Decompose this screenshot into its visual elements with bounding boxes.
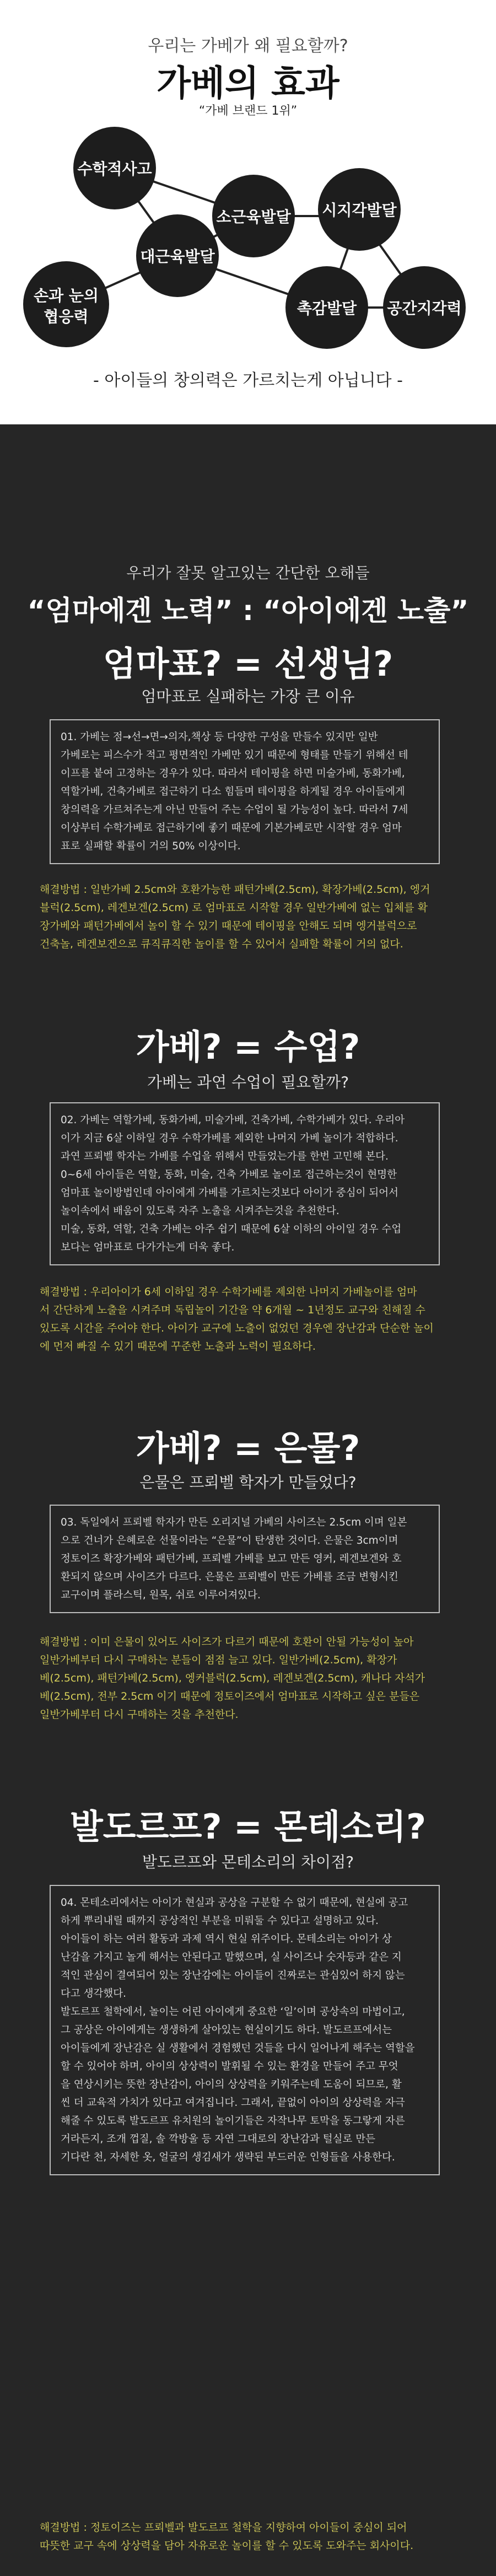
label-coordination-2: 협응력	[44, 308, 89, 326]
label-spatial: 공간지각력	[387, 299, 462, 317]
section4-box: 04. 몬테소리에서는 아이가 현실과 공상을 구분할 수 없기 때문에, 현실에 공고 하게 뿌리내릴 때까지 공상적인 부분을 미뤄둘 수 있다고 설명하고 있다. 아이들이 하는 여러 활동과 과제 역시 현실 위주이다. 몬테소리는 아이가 상 난감을 가지고 놀게 해서는 안된다고 말했으며, 실 사이즈나 숫자등과 같은 지 적인 관심이 결여되어 있는 장난감에는 아이들이 진짜로는 관심있어 하지 않는 다고 생각했다. 발도르프 철학에서, 놀이는 어린 아이에게 중요한 ‘일’이며 공상속의 마법이고, 그 공상은 아이에게는 생생하게 살아있는 현실이기도 하다. 발도르프에서는 아이들에게 장난감은 실 생활에서 경험했던 것들을 다시 일어나게 해주는 역할을 할 수 있어야 하며, 아이의 상상력이 발휘될 수 있는 환경을 만들어 주고 무엇 을 연상시키는 뜻한 장난감이, 아이의 상상력을 키워주는데 도움이 되므로, 활 씬 더 교육적 가치가 있다고 여겨집니다. 그래서, 끝없이 아이의 상상력을 자극 해줄 수 있도록 발도르프 유치원의 놀이기들은 자작나무 토막을 동그랗게 자른 거라든지, 조개 껍질, 솔 깍방울 등 자연 그대로의 장난감과 털실로 만든 기다란 천, 자세한 옷, 얼굴의 생김새가 생략된 부드러운 인형들을 사용한다.	[50, 1885, 440, 2175]
section3-subtitle: 은물은 프뢰벨 학자가 만들었다?	[139, 1473, 357, 1491]
label-fine-motor: 소근육발달	[216, 208, 291, 226]
section2-solution: 해결방법 : 우리아이가 6세 이하일 경우 수학가베를 제외한 나머지 가베놀이를 엄마 서 간단하게 노출을 시켜주며 독립놀이 기간을 약 6개월 ~ 1년정도 교구와 친해질 수 있도록 시간을 주어야 한다. 아이가 교구에 노출이 없었던 경우엔 장난감과 단순한 놀이 에 먼저 빠질 수 있기 때문에 꾸준한 노출과 노력이 필요하다.	[40, 1286, 434, 1352]
label-math: 수학적사고	[77, 160, 152, 178]
label-gross-motor: 대근육발달	[140, 247, 215, 266]
section1-solution: 해결방법 : 일반가베 2.5cm와 호환가능한 패턴가베(2.5cm), 확장가베(2.5cm), 엥거 블럭(2.5cm), 레겐보겐(2.5cm) 로 엄마표로 시작할 경우 일반가베에 없는 입체를 확 장가베와 패턴가베에서 놀이 할 수 있기 때문에 테이핑을 안해도 되며 엥거블럭으로 건축놀, 레겐보겐으로 큐직큐직한 놀이를 할 수 있어서 실패할 확률이 거의 없다.	[40, 883, 430, 950]
intro-line2: “엄마에겐 노력” : “아이에겐 노출”	[27, 595, 469, 627]
section3-box: 03. 독일에서 프뢰벨 학자가 만든 오리지널 가베의 사이즈는 2.5cm 이며 일본 으로 건너가 은혜로운 선물이라는 “은물”이 탄생한 것이다. 은물은 3cm이며 정토이즈 확장가베와 패턴가베, 프뢰벨 가베를 보고 만든 영커, 레겐보겐와 호 환되지 않으며 사이즈가 다르다. 은물은 프뢰벨이 만든 가베를 조금 변형시킨 교구이며 플라스틱, 원목, 쉬로 이루어져있다.	[50, 1505, 440, 1613]
hero-title: 가베의 효과	[157, 63, 339, 104]
section3-solution: 해결방법 : 이미 은물이 있어도 사이즈가 다르기 때문에 호환이 안될 가능성이 높아 일반가베부터 다시 구매하는 분들이 점점 늘고 있다. 일반가베(2.5cm), 확장가 베(2.5cm), 패턴가베(2.5cm), 엥커블럭(2.5cm), 레겐보겐(2.5cm), 캐나다 자석가 베(2.5cm), 전부 2.5cm 이기 때문에 정토이즈에서 엄마표로 시작하고 싶은 분들은 일반가베부터 다시 구매하는 것을 추천한다.	[40, 1636, 425, 1721]
hero-footer: - 아이들의 창의력은 가르치는게 아닙니다 -	[93, 371, 403, 390]
section4-subtitle: 발도르프와 몬테소리의 차이점?	[142, 1853, 354, 1871]
label-visual: 시지각발달	[322, 201, 397, 219]
effects-diagram	[0, 121, 496, 364]
section3-title: 가베? = 은물?	[136, 1428, 360, 1468]
section4-solution: 해결방법 : 정토이즈는 프뢰벨과 발도르프 철학을 지향하여 아이들이 중심이 되어 따뜻한 교구 속에 상상력을 담아 자유로운 놀이를 할 수 있도록 도와주는 회사이다.	[40, 2521, 414, 2552]
hero-badge: “가베 브랜드 1위”	[198, 104, 298, 118]
hero-section	[0, 0, 496, 424]
label-tactile: 촉감발달	[296, 299, 357, 317]
section2-subtitle: 가베는 과연 수업이 필요할까?	[147, 1073, 349, 1091]
section2-box: 02. 가베는 역할가베, 동화가베, 미술가베, 건축가베, 수학가베가 있다. 우리아 이가 지금 6살 이하일 경우 수학가베를 제외한 나머지 가베 놀이가 적합하다. 과연 프뢰벨 학자는 가베를 수업을 위해서 만들었는가를 한번 고민해 본다. 0~6세 아이들은 역할, 동화, 미술, 건축 가베로 놀이로 접근하는것이 현명한 엄마표 놀이방법인데 아이에게 가베를 가르치는것보다 아이가 중심이 되어서 놀이속에서 배움이 있도록 자주 노출을 시켜주는것을 추천한다. 미술, 동화, 역할, 건축 가베는 아주 쉽기 때문에 6살 이하의 아이일 경우 수업 보다는 엄마표로 다가가는게 더욱 좋다.	[50, 1102, 440, 1265]
section1-subtitle: 엄마표로 실패하는 가장 큰 이유	[141, 687, 355, 705]
section1-box: 01. 가베는 점→선→면→의자,책상 등 다양한 구성을 만들수 있지만 일반 가베로는 피스수가 적고 평면적인 가베만 있기 때문에 형태를 만들기 위해선 테 이프를 붙여 고정하는 경우가 있다. 따라서 테이핑을 하면 미술가베, 동화가베, 역할가베, 건축가베로 접근하기 다소 힘들며 테이핑을 하게될 경우 아이들에게 창의력을 가르쳐주는게 아닌 만들어 주는 수업이 될 가능성이 높다. 따라서 7세 이상부터 수학가베로 접근하기에 좋기 때문에 기본가베로만 시작할 경우 엄마 표로 실패할 확률이 거의 50% 이상이다.	[50, 719, 440, 864]
hero-subtitle: 우리는 가베가 왜 필요할까?	[148, 36, 348, 56]
section2-title: 가베? = 수업?	[136, 1027, 360, 1067]
section1-title: 엄마표? = 선생님?	[103, 644, 393, 684]
intro-line1: 우리가 잘못 알고있는 간단한 오해들	[126, 564, 370, 582]
section4-title: 발도르프? = 몬테소리?	[69, 1807, 427, 1847]
label-coordination-1: 손과 눈의	[34, 287, 99, 305]
